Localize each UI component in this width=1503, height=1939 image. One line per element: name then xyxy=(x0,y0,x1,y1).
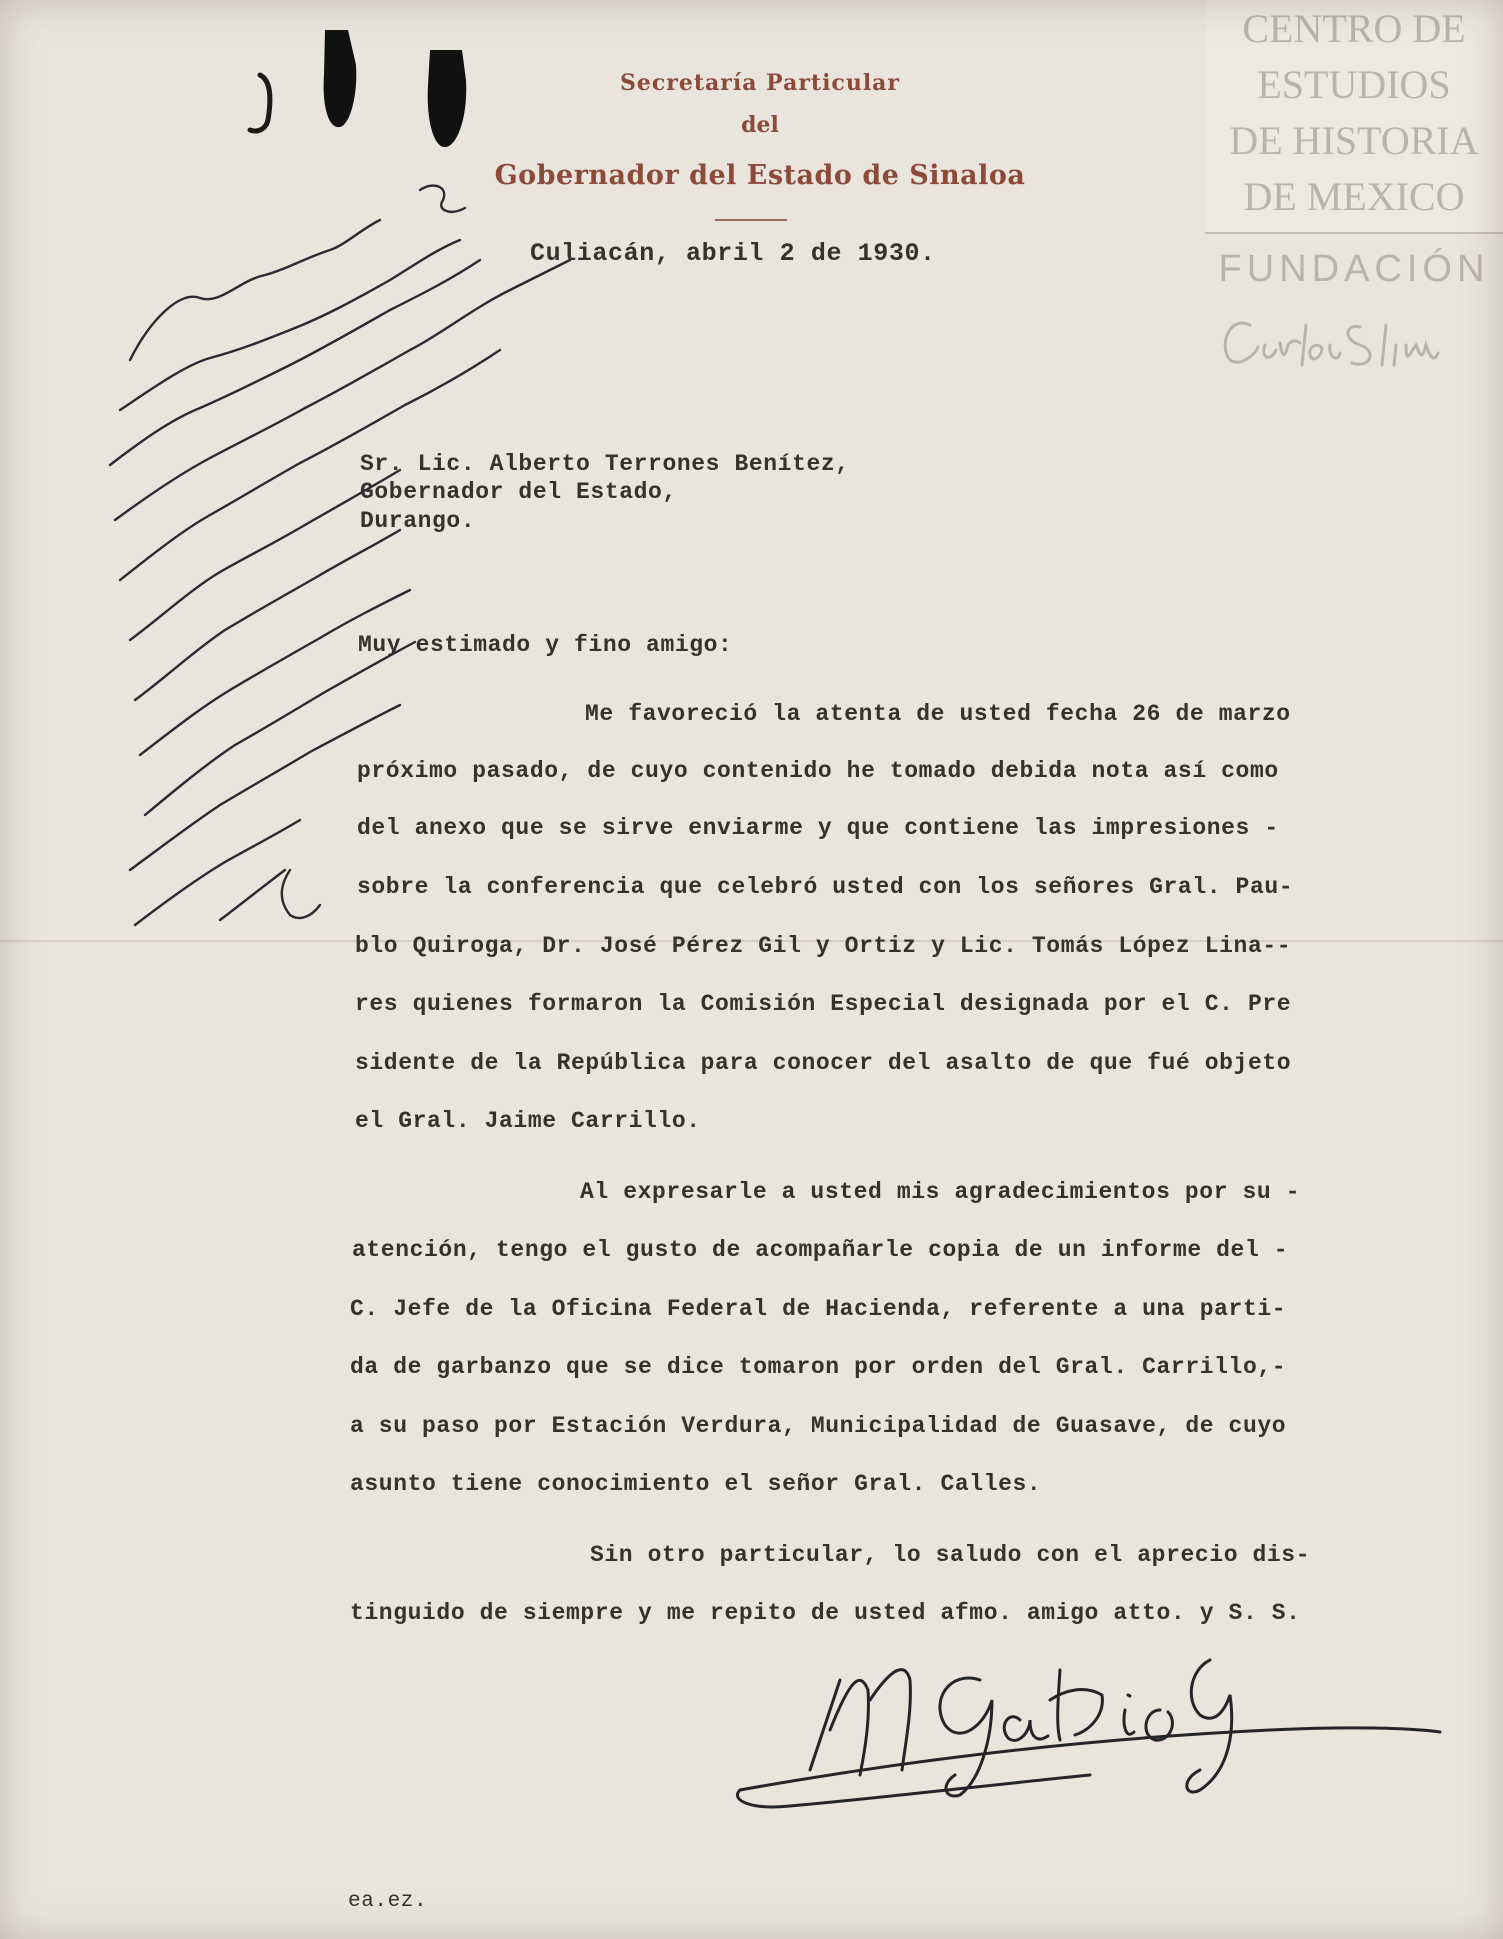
body-line-5: blo Quiroga, Dr. José Pérez Gil y Ortiz y Lic. Tomás López Lina-- xyxy=(355,933,1292,959)
body-line-7: sidente de la República para conocer del asalto de que fué objeto xyxy=(355,1050,1292,1076)
handwritten-margin-note xyxy=(90,180,610,940)
letterhead-office: Secretaría Particular xyxy=(619,70,901,96)
body-line-6: res quienes formaron la Comisión Especial designada por el C. Pre xyxy=(355,991,1292,1017)
body-line-2: próximo pasado, de cuyo contenido he tomado debida nota así como xyxy=(357,758,1279,784)
body-line-13: a su paso por Estación Verdura, Municipalidad de Guasave, de cuyo xyxy=(350,1413,1287,1439)
body-line-12: da de garbanzo que se dice tomaron por orden del Gral. Carrillo,- xyxy=(350,1354,1287,1380)
body-line-15: Sin otro particular, lo saludo con el aprecio dis- xyxy=(590,1542,1311,1568)
body-line-10: atención, tengo el gusto de acompañarle copia de un informe del - xyxy=(352,1237,1289,1263)
watermark-line-1: CENTRO DE xyxy=(1242,6,1466,51)
watermark-foundation: FUNDACIÓN xyxy=(1218,248,1490,290)
signature xyxy=(730,1640,1450,1810)
body-line-9: Al expresarle a usted mis agradecimientos por su - xyxy=(580,1179,1301,1205)
letter-date: Culiacán, abril 2 de 1930. xyxy=(530,239,936,268)
watermark-signature xyxy=(1210,305,1500,375)
letterhead-del: del xyxy=(741,112,779,138)
watermark-line-3: DE HISTORIA xyxy=(1229,118,1479,163)
addressee-line-1: Sr. Lic. Alberto Terrones Benítez, xyxy=(360,451,850,477)
salutation: Muy estimado y fino amigo: xyxy=(358,632,733,658)
body-line-4: sobre la conferencia que celebró usted con los señores Gral. Pau- xyxy=(357,874,1294,900)
body-line-11: C. Jefe de la Oficina Federal de Hacienda, referente a una parti- xyxy=(350,1296,1287,1322)
body-line-14: asunto tiene conocimiento el señor Gral. Calles. xyxy=(350,1471,1042,1497)
letterhead-governor: Gobernador del Estado de Sinaloa xyxy=(494,160,1026,191)
letterhead-rule xyxy=(715,219,787,221)
watermark-line-4: DE MEXICO xyxy=(1243,174,1465,219)
typist-initials: ea.ez. xyxy=(348,1890,428,1913)
watermark-divider xyxy=(1205,232,1503,234)
body-line-16: tinguido de siempre y me repito de usted afmo. amigo atto. y S. S. xyxy=(350,1600,1301,1626)
body-line-3: del anexo que se sirve enviarme y que contiene las impresiones - xyxy=(357,815,1279,841)
body-line-1: Me favoreció la atenta de usted fecha 26 de marzo xyxy=(585,701,1291,727)
addressee-line-2: Gobernador del Estado, xyxy=(360,479,677,505)
addressee-line-3: Durango. xyxy=(360,508,476,534)
body-line-8: el Gral. Jaime Carrillo. xyxy=(355,1108,701,1134)
watermark-line-2: ESTUDIOS xyxy=(1257,62,1451,107)
